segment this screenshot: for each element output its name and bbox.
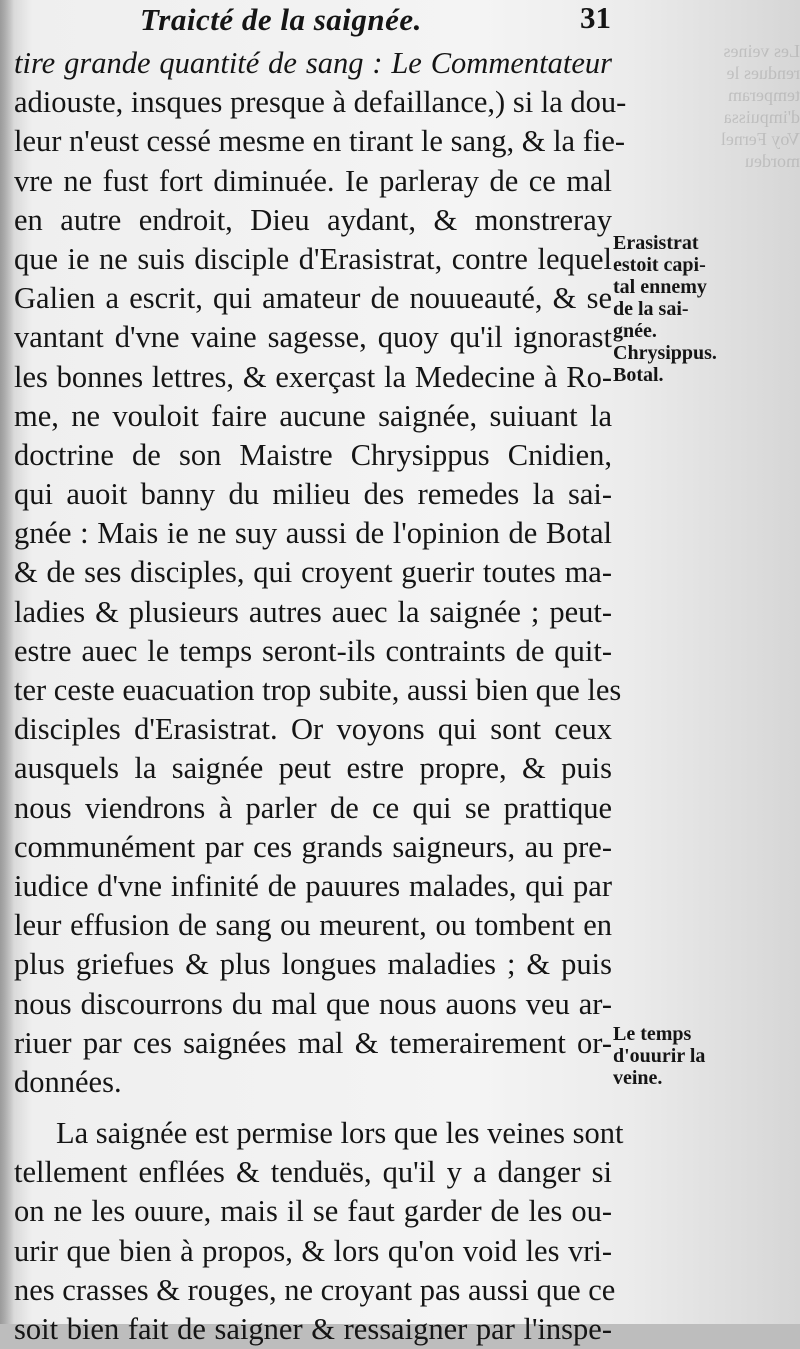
text-line: leur effusion de sang ou meurent, ou tombent en: [14, 908, 612, 943]
text-line: vre ne fust fort diminuée. Ie parleray de ce mal: [14, 163, 612, 198]
text-line: ter ceste euacuation trop subite, aussi bien que les: [14, 673, 622, 707]
bleed-through-text: [640, 0, 800, 1324]
text-line: gnée : Mais ie ne suy aussi de l'opinion de Botal: [14, 516, 612, 551]
text-line: nous viendrons à parler de ce qui se prattique: [14, 790, 612, 825]
text-line: que ie ne suis disciple d'Erasistrat, contre lequel: [14, 241, 612, 276]
page-number: 31: [580, 0, 611, 35]
margin-note-line: Botal.: [613, 364, 664, 386]
text-line: ladies & plusieurs autres auec la saignée ; peut-: [14, 594, 612, 629]
margin-note-line: veine.: [613, 1067, 663, 1089]
margin-note-line: d'ouurir la: [613, 1045, 706, 1067]
text-line: iudice d'vne infinité de pauures malades, qui par: [14, 868, 612, 903]
bleed-line: Les veines: [723, 41, 800, 61]
margin-note-line: estoit capi-: [613, 254, 706, 276]
text-line: doctrine de son Maistre Chrysippus Cnidien,: [14, 437, 612, 472]
text-line: qui auoit banny du milieu des remedes la sai-: [14, 477, 612, 512]
margin-note-line: Le temps: [613, 1023, 692, 1045]
text-line: me, ne vouloit faire aucune saignée, suiuant la: [14, 398, 612, 433]
text-line: tellement enflées & tenduës, qu'il y a danger si: [14, 1155, 612, 1190]
text-line: nes crasses & rouges, ne croyant pas aussi que ce: [14, 1272, 616, 1307]
body-text: [14, 44, 627, 1349]
text-line: Galien a escrit, qui amateur de nouueauté, & se: [14, 281, 612, 316]
text-line: & de ses disciples, qui croyent guerir toutes ma-: [14, 555, 612, 590]
bleed-line: temperam: [728, 85, 800, 105]
text-line: en autre endroit, Dieu aydant, & monstreray: [14, 202, 612, 237]
text-line: données.: [14, 1064, 122, 1099]
text-line: leur n'eust cessé mesme en tirant le sang, & la fie-: [14, 124, 626, 159]
text-line: communément par ces grands saigneurs, au pre-: [14, 829, 612, 864]
margin-note-line: Erasistrat: [613, 232, 699, 254]
bleed-line: mordeu: [745, 151, 800, 171]
margin-note-line: gnée.: [613, 320, 657, 342]
text-line: tire grande quantité de sang : Le Commentateur: [14, 46, 612, 80]
margin-note-temps: [613, 1023, 743, 1089]
text-line: estre auec le temps seront-ils contraints de quit-: [14, 633, 612, 668]
bleed-line: Voy Fernel: [720, 129, 800, 149]
running-title: Traicté de la saignée.: [140, 2, 422, 37]
margin-note-line: de la sai-: [613, 298, 689, 320]
margin-note-erasistrat: [613, 232, 743, 386]
text-line: adiouste, insques presque à defaillance,) si la dou-: [14, 85, 627, 120]
text-line: riuer par ces saignées mal & temerairement or-: [14, 1025, 612, 1060]
bleed-line: rendues le: [726, 63, 800, 83]
margin-note-line: tal ennemy: [613, 276, 707, 298]
page-header: [110, 2, 610, 42]
text-line: ausquels la saignée peut estre propre, & puis: [14, 751, 612, 786]
text-line: La saignée est permise lors que les veines sont: [56, 1116, 624, 1151]
margin-note-line: Chrysippus.: [613, 342, 717, 364]
text-line: plus griefues & plus longues maladies ; & puis: [14, 947, 612, 982]
text-line: vantant d'vne vaine sagesse, quoy qu'il ignorast: [14, 320, 612, 355]
bleed-line: d'impuissa: [723, 107, 800, 127]
text-line: nous discourrons du mal que nous auons veu ar-: [14, 986, 612, 1021]
text-line: soit bien fait de saigner & ressaigner par l'inspe-: [14, 1312, 612, 1346]
text-line: les bonnes lettres, & exerçast la Medecine à Ro-: [14, 359, 612, 394]
text-line: urir que bien à propos, & lors qu'on void les vri-: [14, 1233, 612, 1268]
text-line: disciples d'Erasistrat. Or voyons qui sont ceux: [14, 712, 612, 747]
text-line: on ne les ouure, mais il se faut garder de les ou-: [14, 1194, 612, 1229]
